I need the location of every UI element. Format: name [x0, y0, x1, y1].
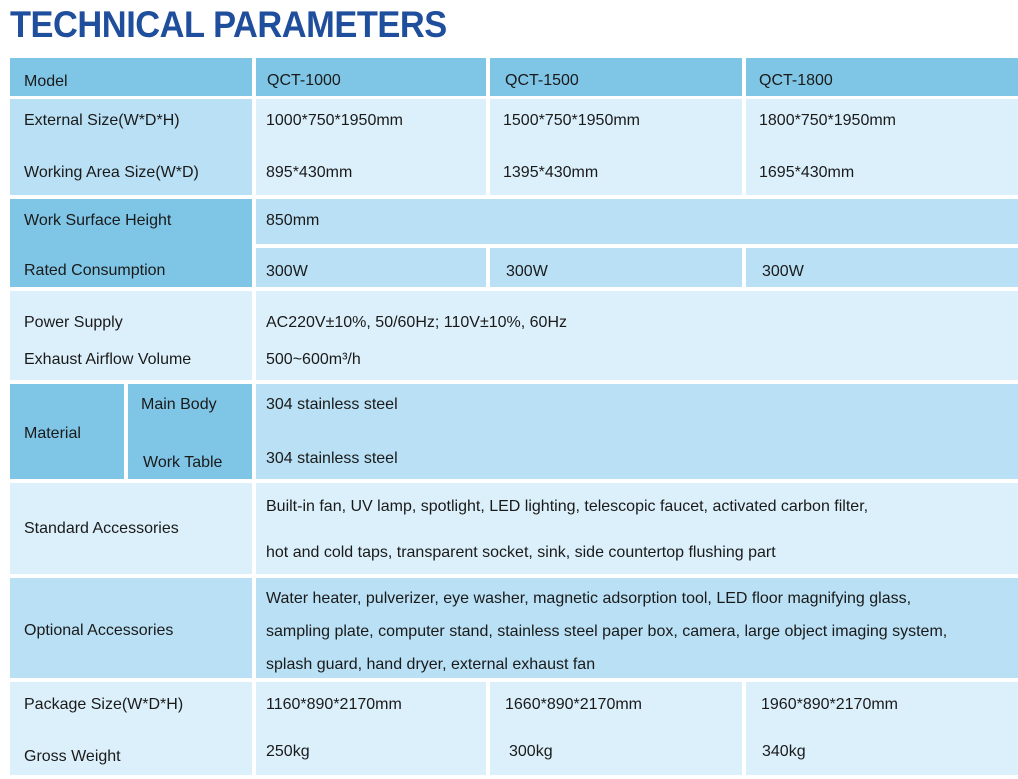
optional-accessories-line-2: sampling plate, computer stand, stainless steel paper box, camera, large object imaging system,: [266, 623, 948, 640]
external-size-label: External Size(W*D*H): [24, 112, 180, 129]
package-size-3: 1960*890*2170mm: [761, 696, 898, 713]
header-model-1: QCT-1000: [267, 72, 341, 89]
power-value-cell: [256, 291, 1018, 380]
working-area-2: 1395*430mm: [503, 164, 599, 181]
header-model-2: QCT-1500: [505, 72, 579, 89]
optional-accessories-label: Optional Accessories: [24, 622, 174, 639]
header-model-3: QCT-1800: [759, 72, 833, 89]
optional-accessories-line-3: splash guard, hand dryer, external exhaust fan: [266, 656, 596, 673]
gross-weight-3: 340kg: [762, 743, 806, 760]
work-table-value: 304 stainless steel: [266, 450, 398, 467]
work-table-label: Work Table: [143, 454, 223, 471]
main-body-value: 304 stainless steel: [266, 396, 398, 413]
page-title: TECHNICAL PARAMETERS: [10, 4, 447, 45]
exhaust-airflow-label: Exhaust Airflow Volume: [24, 351, 192, 368]
work-surface-value: 850mm: [266, 212, 320, 229]
external-size-1: 1000*750*1950mm: [266, 112, 403, 129]
standard-accessories-line-2: hot and cold taps, transparent socket, sink, side countertop flushing part: [266, 544, 776, 561]
gross-weight-2: 300kg: [509, 743, 553, 760]
main-body-label: Main Body: [141, 396, 217, 413]
external-size-3: 1800*750*1950mm: [759, 112, 896, 129]
package-size-2: 1660*890*2170mm: [505, 696, 642, 713]
power-supply-label: Power Supply: [24, 314, 123, 331]
rated-consumption-label: Rated Consumption: [24, 262, 166, 279]
rated-consumption-1: 300W: [266, 263, 308, 280]
rated-consumption-2: 300W: [506, 263, 548, 280]
header-model-label: Model: [24, 73, 68, 90]
package-size-label: Package Size(W*D*H): [24, 696, 184, 713]
gross-weight-1: 250kg: [266, 743, 310, 760]
package-size-1: 1160*890*2170mm: [266, 696, 402, 713]
working-area-label: Working Area Size(W*D): [24, 164, 199, 181]
surface-value-cell: [256, 199, 1018, 244]
material-label: Material: [24, 425, 81, 442]
external-size-2: 1500*750*1950mm: [503, 112, 640, 129]
standard-accessories-line-1: Built-in fan, UV lamp, spotlight, LED lighting, telescopic faucet, activated carbon filter,: [266, 498, 869, 515]
optional-accessories-line-1: Water heater, pulverizer, eye washer, magnetic adsorption tool, LED floor magnifying glass,: [266, 590, 912, 607]
working-area-3: 1695*430mm: [759, 164, 855, 181]
rated-consumption-3: 300W: [762, 263, 804, 280]
exhaust-airflow-value: 500~600m³/h: [266, 351, 361, 368]
gross-weight-label: Gross Weight: [24, 748, 121, 765]
working-area-1: 895*430mm: [266, 164, 353, 181]
standard-accessories-label: Standard Accessories: [24, 520, 179, 537]
power-supply-value: AC220V±10%, 50/60Hz; 110V±10%, 60Hz: [266, 314, 567, 331]
work-surface-label: Work Surface Height: [24, 212, 172, 229]
